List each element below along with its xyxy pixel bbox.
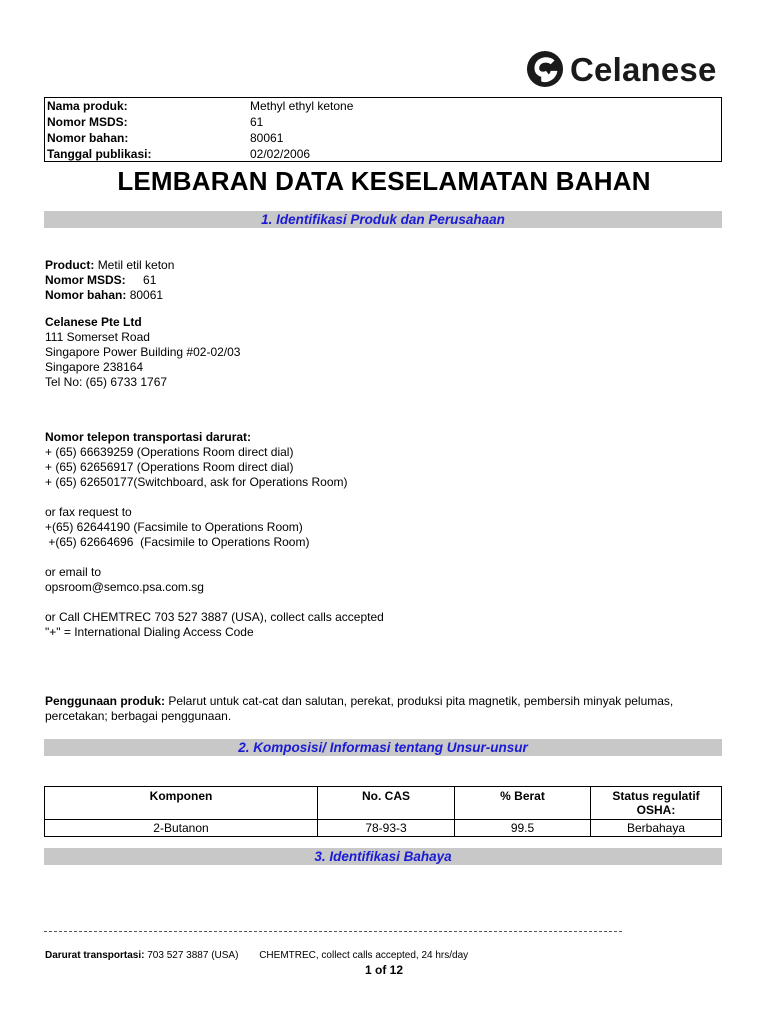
column-header: No. CAS: [318, 787, 455, 820]
emergency-heading: Nomor telepon transportasi darurat:: [45, 430, 252, 444]
info-label: Nomor MSDS:: [47, 115, 128, 129]
msds-line: [45, 273, 156, 288]
column-header: % Berat: [455, 787, 591, 820]
usage-label: Penggunaan produk:: [45, 694, 165, 708]
table-cell: 2-Butanon: [45, 820, 318, 837]
info-value: 61: [250, 115, 264, 129]
composition-table: [44, 786, 722, 837]
section-heading-2: 2. Komposisi/ Informasi tentang Unsur-unsur: [44, 739, 722, 756]
footer-label: Darurat transportasi:: [45, 950, 145, 961]
company-logo: [526, 44, 717, 94]
logo-text: Celanese: [570, 50, 717, 88]
page-number: 1 of 12: [364, 963, 403, 977]
fax-number: +(65) 62664696 (Facsimile to Operations Room): [45, 535, 310, 549]
product-info-box: [44, 97, 722, 162]
emergency-phone: + (65) 66639259 (Operations Room direct dial): [45, 445, 294, 459]
address-line: Singapore Power Building #02-02/03: [45, 345, 241, 359]
info-label: Tanggal publikasi:: [47, 147, 152, 161]
msds-value: 61: [143, 273, 157, 287]
msds-label: Nomor MSDS:: [45, 273, 126, 287]
footer-note: CHEMTREC, collect calls accepted, 24 hrs/day: [259, 950, 469, 961]
celanese-logo-icon: [526, 50, 564, 88]
product-value: Metil etil keton: [97, 258, 175, 272]
dial-note: "+" = International Dialing Access Code: [45, 625, 254, 639]
table-header-row: [45, 787, 722, 820]
column-header: [591, 787, 722, 820]
footer-emergency-line: [45, 950, 468, 961]
table-cell: 99.5: [455, 820, 591, 837]
usage-line: [45, 694, 673, 709]
address-line: Singapore 238164: [45, 360, 144, 374]
info-value: 80061: [250, 131, 284, 145]
usage-text: Pelarut untuk cat-cat dan salutan, perekat, produksi pita magnetik, pembersih minyak pelumas,: [165, 694, 674, 708]
column-header-line: Status regulatif: [612, 789, 700, 803]
address-line: Tel No: (65) 6733 1767: [45, 375, 168, 389]
table-row: [45, 820, 722, 837]
info-label: Nama produk:: [47, 99, 128, 113]
bahan-value: 80061: [129, 288, 164, 302]
bahan-label: Nomor bahan:: [45, 288, 127, 302]
fax-intro: or fax request to: [45, 505, 132, 519]
info-value: Methyl ethyl ketone: [250, 99, 354, 113]
document-title: LEMBARAN DATA KESELAMATAN BAHAN: [117, 166, 651, 196]
email-intro: or email to: [45, 565, 102, 579]
table-cell: Berbahaya: [591, 820, 722, 837]
column-header-line: OSHA:: [636, 803, 676, 817]
emergency-phone: + (65) 62650177(Switchboard, ask for Operations Room): [45, 475, 348, 489]
footer-divider: [44, 931, 622, 932]
table-cell: 78-93-3: [318, 820, 455, 837]
column-header: Komponen: [45, 787, 318, 820]
section-heading-3: 3. Identifikasi Bahaya: [44, 848, 722, 865]
company-name: Celanese Pte Ltd: [45, 315, 142, 329]
product-label: Product:: [45, 258, 95, 272]
chemtrec-line: or Call CHEMTREC 703 527 3887 (USA), collect calls accepted: [45, 610, 384, 624]
info-value: 02/02/2006: [250, 147, 311, 161]
info-label: Nomor bahan:: [47, 131, 129, 145]
product-line: [45, 258, 174, 273]
address-line: 111 Somerset Road: [45, 330, 150, 344]
bahan-line: [45, 288, 163, 303]
footer-number: 703 527 3887 (USA): [144, 950, 239, 961]
fax-number: +(65) 62644190 (Facsimile to Operations Room): [45, 520, 303, 534]
usage-text-cont: percetakan; berbagai penggunaan.: [45, 709, 232, 723]
section-heading-1: 1. Identifikasi Produk dan Perusahaan: [44, 211, 722, 228]
email-address: opsroom@semco.psa.com.sg: [45, 580, 204, 594]
emergency-phone: + (65) 62656917 (Operations Room direct dial): [45, 460, 294, 474]
